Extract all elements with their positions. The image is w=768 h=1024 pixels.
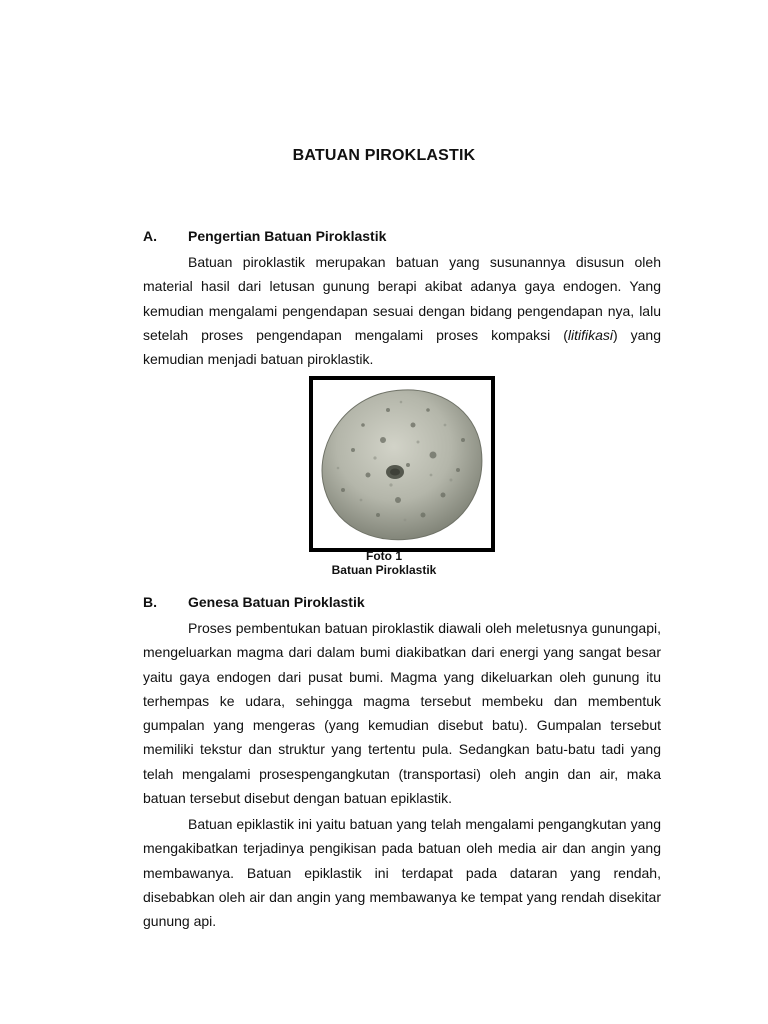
section-a-heading bbox=[143, 228, 386, 244]
section-b-number: B. bbox=[143, 594, 157, 610]
section-a-italic-term: litifikasi bbox=[567, 326, 613, 343]
figure-caption-number: Foto 1 bbox=[366, 549, 402, 563]
section-a-title: Pengertian Batuan Piroklastik bbox=[188, 228, 387, 244]
section-b-title: Genesa Batuan Piroklastik bbox=[188, 594, 365, 610]
section-b-paragraph-2: Batuan epiklastik ini yaitu batuan yang telah mengalami pengangkutan yang mengakibatkan terjadinya pengikisan pada batuan oleh media air dan angin yang membawanya. Batuan epiklastik ini terdapat pada dataran yang rendah, disebabkan oleh air dan angin yang membawanya ke tempat yang rendah disekitar gunung api. bbox=[143, 816, 661, 930]
figure-caption bbox=[0, 549, 768, 577]
figure-caption-title: Batuan Piroklastik bbox=[331, 563, 437, 577]
section-a-paragraph bbox=[143, 250, 661, 371]
section-a-number: A. bbox=[143, 228, 157, 244]
rock-image bbox=[313, 380, 491, 548]
section-b-paragraph-1: Proses pembentukan batuan piroklastik diawali oleh meletusnya gunungapi, mengeluarkan magma dari dalam bumi diakibatkan dari energi yang sangat besar yaitu gaya endogen dari pusat bumi. Magma yang dikeluarkan oleh gunung itu terhempas ke udara, sehingga magma tersebut membeku dan membentuk gumpalan yang mengeras (yang kemudian disebut batu). Gumpalan tersebut memiliki tekstur dan struktur yang tertentu pula. Sedangkan batu-batu tadi yang telah mengalami prosespengangkutan (transportasi) oleh angin dan air, maka batuan tersebut disebut dengan batuan epiklastik. bbox=[143, 620, 661, 807]
pyroclastic-rock-photo bbox=[309, 376, 495, 552]
section-a-text-2: ) yang kemudian menjadi batuan piroklastik. bbox=[143, 326, 661, 368]
document-title: BATUAN PIROKLASTIK bbox=[292, 147, 476, 164]
section-a-text-1: Batuan piroklastik merupakan batuan yang susunannya disusun oleh material hasil dari letusan gunung berapi akibat adanya gaya endogen. Yang kemudian mengalami pengendapan sesuai dengan bidang pengendapan nya, lalu setelah proses pengendapan mengalami proses kompaksi ( bbox=[143, 254, 661, 343]
section-b-heading bbox=[143, 594, 365, 610]
